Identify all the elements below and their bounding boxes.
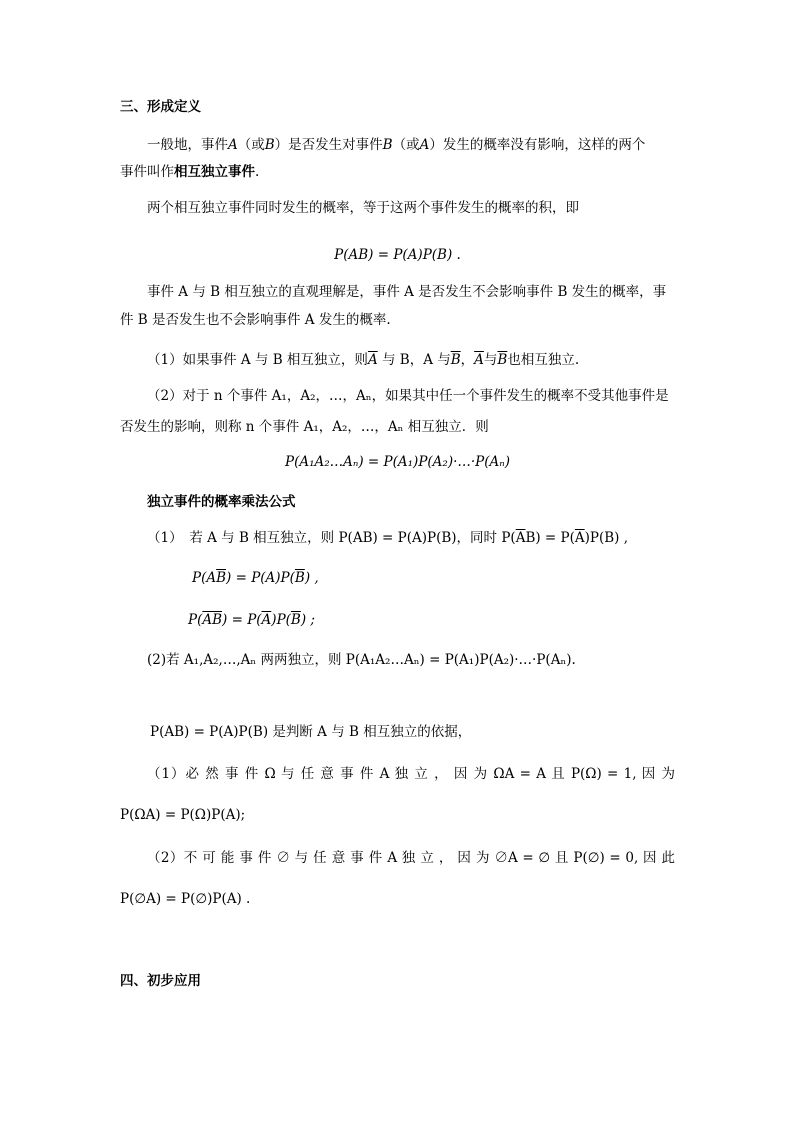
note-certain-event-line-1: （1）必 然 事 件 Ω 与 任 意 事 件 A 独 立 ， 因 为 ΩA = A 且 P(Ω) = 1, 因 为 <box>147 766 675 782</box>
intuition-line-2: 件 B 是否发生也不会影响事件 A 发生的概率. <box>120 312 391 328</box>
rule-2-pairwise: (2)若 A₁,A₂,…,Aₙ 两两独立，则 P(A₁A₂…Aₙ) = P(A₁)P(A₂)·…·P(Aₙ). <box>147 652 576 668</box>
n-events-line-2: 否发生的影响，则称 n 个事件 A₁，A₂，…，Aₙ 相互独立．则 <box>120 419 489 435</box>
note-impossible-event-line-1: （2）不 可 能 事 件 ∅ 与 任 意 事 件 A 独 立 ， 因 为 ∅A = ∅ 且 P(∅) = 0, 因 此 <box>147 850 675 866</box>
rule-1-line-2: $P(A\overline{B}) = P(A)P(\overline{B})$ , <box>192 570 319 586</box>
formula-pab: P(AB) = P(A)P(B) . <box>334 247 461 263</box>
formula-n-events: P(A₁A₂…Aₙ) = P(A₁)P(A₂)·…·P(Aₙ) <box>284 454 511 470</box>
term-independent-events: 相互独立事件 <box>174 164 255 180</box>
product-rule-statement: 两个相互独立事件同时发生的概率，等于这两个事件发生的概率的积，即 <box>147 200 579 216</box>
complement-independence: （1）如果事件 A 与 B 相互独立，则$\overline{A}$ 与 B，A 与$\overline{B}$，$\overline{A}$与$\overline{B}$也相互独立. <box>147 352 580 368</box>
section-heading-3: 三、形成定义 <box>120 99 201 115</box>
subheading-multiplication-formula: 独立事件的概率乘法公式 <box>147 494 296 510</box>
rule-1-line-1: （1） 若 A 与 B 相互独立，则 P(AB) = P(A)P(B)，同时 $P(\overline{A}B) = P(\overline{A})P(B)$ , <box>147 530 629 546</box>
definition-line-1: 一般地，事件A（或B）是否发生对事件B（或A）发生的概率没有影响，这样的两个 <box>147 137 646 153</box>
intuition-line-1: 事件 A 与 B 相互独立的直观理解是，事件 A 是否发生不会影响事件 B 发生的概率，事 <box>147 284 667 300</box>
n-events-line-1: （2）对于 n 个事件 A₁，A₂，…，Aₙ，如果其中任一个事件发生的概率不受其他事件是 <box>147 388 669 404</box>
definition-line-2: 事件叫作相互独立事件. <box>120 164 260 180</box>
section-heading-4: 四、初步应用 <box>120 973 201 989</box>
note-certain-event-line-2: P(ΩA) = P(Ω)P(A); <box>120 807 246 823</box>
independence-criterion: P(AB) = P(A)P(B) 是判断 A 与 B 相互独立的依据， <box>150 724 472 740</box>
note-impossible-event-line-2: P(∅A) = P(∅)P(A) . <box>120 891 251 907</box>
rule-1-line-3: $P(\overline{AB}) = P(\overline{A})P(\overline{B})$ ; <box>188 612 315 628</box>
